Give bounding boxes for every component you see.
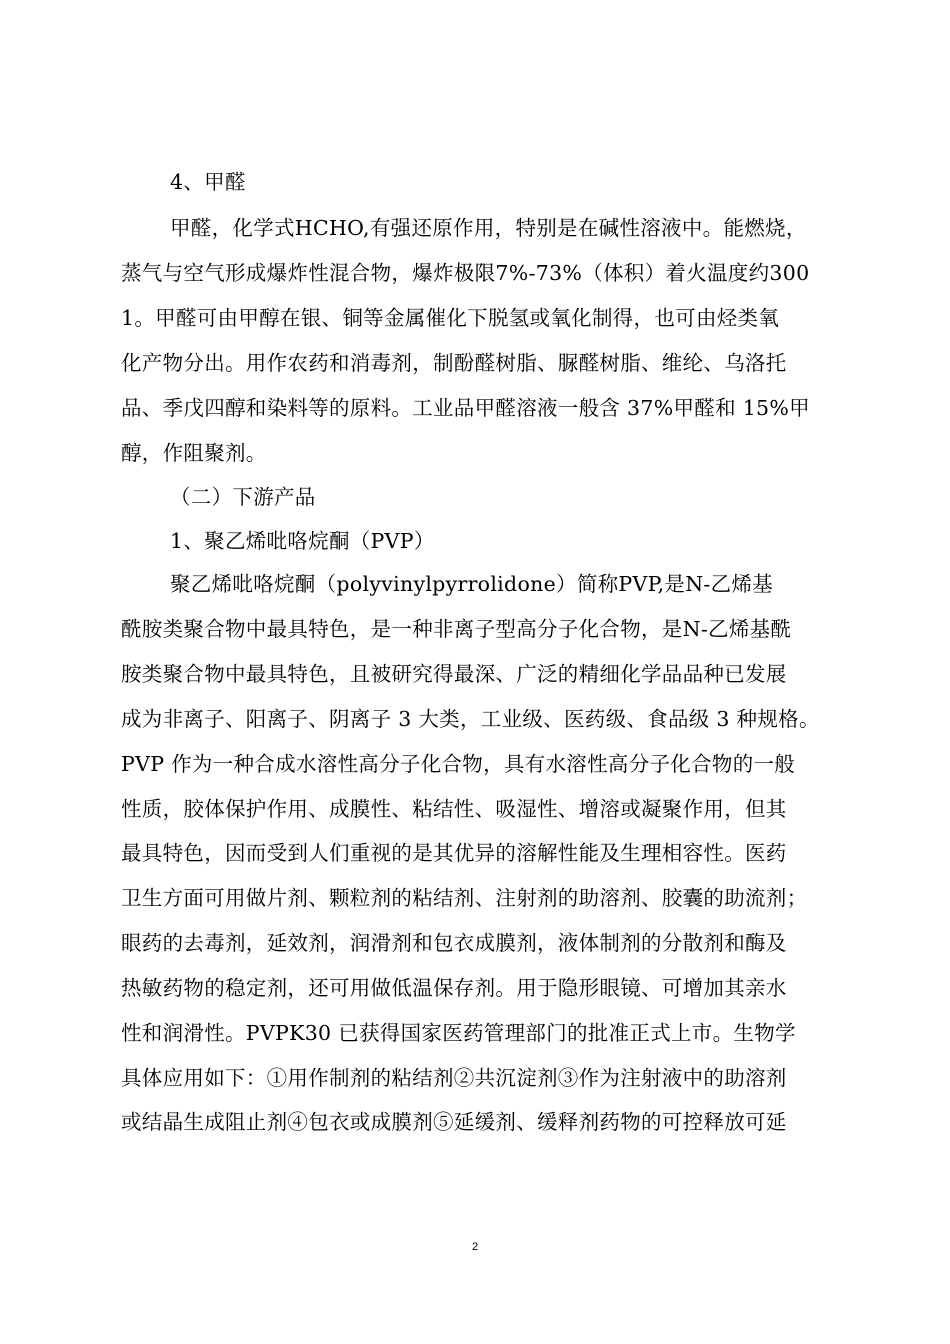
paragraph-line: 聚乙烯吡咯烷酮（polyvinylpyrrolidone）简称PVP,是N-乙烯基 xyxy=(170,572,774,596)
paragraph-line: 成为非离子、阳离子、阴离子 3 大类，工业级、医药级、食品级 3 种规格。 xyxy=(121,707,820,731)
paragraph-line: 胺类聚合物中最具特色，且被研究得最深、广泛的精细化学品品种已发展 xyxy=(121,662,787,686)
section-heading-formaldehyde: 4、甲醛 xyxy=(170,170,246,194)
paragraph-line: 热敏药物的稳定剂，还可用做低温保存剂。用于隐形眼镜、可增加其亲水 xyxy=(121,976,787,1000)
paragraph-line: 性质，胶体保护作用、成膜性、粘结性、吸湿性、增溶或凝聚作用，但其 xyxy=(121,797,787,821)
paragraph-line: 化产物分出。用作农药和消毒剂，制酚醛树脂、脲醛树脂、维纶、乌洛托 xyxy=(121,351,787,375)
paragraph-line: 1。甲醛可由甲醇在银、铜等金属催化下脱氢或氧化制得，也可由烃类氧 xyxy=(121,306,780,330)
paragraph-line: PVP 作为一种合成水溶性高分子化合物，具有水溶性高分子化合物的一般 xyxy=(121,752,796,776)
paragraph-line: 酰胺类聚合物中最具特色，是一种非离子型高分子化合物，是N-乙烯基酰 xyxy=(121,617,792,641)
section-heading-downstream: （二）下游产品 xyxy=(170,485,316,509)
paragraph-line: 或结晶生成阻止剂④包衣或成膜剂⑤延缓剂、缓释剂药物的可控释放可延 xyxy=(121,1110,787,1134)
subsection-heading-pvp: 1、聚乙烯吡咯烷酮（PVP） xyxy=(170,529,435,553)
paragraph-line: 醇，作阻聚剂。 xyxy=(121,441,267,465)
paragraph-line: 最具特色，因而受到人们重视的是其优异的溶解性能及生理相容性。医药 xyxy=(121,841,787,865)
paragraph-line: 卫生方面可用做片剂、颗粒剂的粘结剂、注射剂的助溶剂、胶囊的助流剂； xyxy=(121,886,808,910)
paragraph-line: 具体应用如下：①用作制剂的粘结剂②共沉淀剂③作为注射液中的助溶剂 xyxy=(121,1066,787,1090)
paragraph-line: 蒸气与空气形成爆炸性混合物，爆炸极限7%-73%（体积）着火温度约300 xyxy=(121,261,810,285)
paragraph-line: 眼药的去毒剂，延效剂，润滑剂和包衣成膜剂，液体制剂的分散剂和酶及 xyxy=(121,931,787,955)
paragraph-line: 品、季戊四醇和染料等的原料。工业品甲醛溶液一般含 37%甲醛和 15%甲 xyxy=(121,396,810,420)
paragraph-line: 性和润滑性。PVPK30 已获得国家医药管理部门的批准正式上市。生物学 xyxy=(121,1021,796,1045)
page-number: 2 xyxy=(471,1241,479,1253)
paragraph-line: 甲醛，化学式HCHO,有强还原作用，特别是在碱性溶液中。能燃烧， xyxy=(170,216,807,240)
